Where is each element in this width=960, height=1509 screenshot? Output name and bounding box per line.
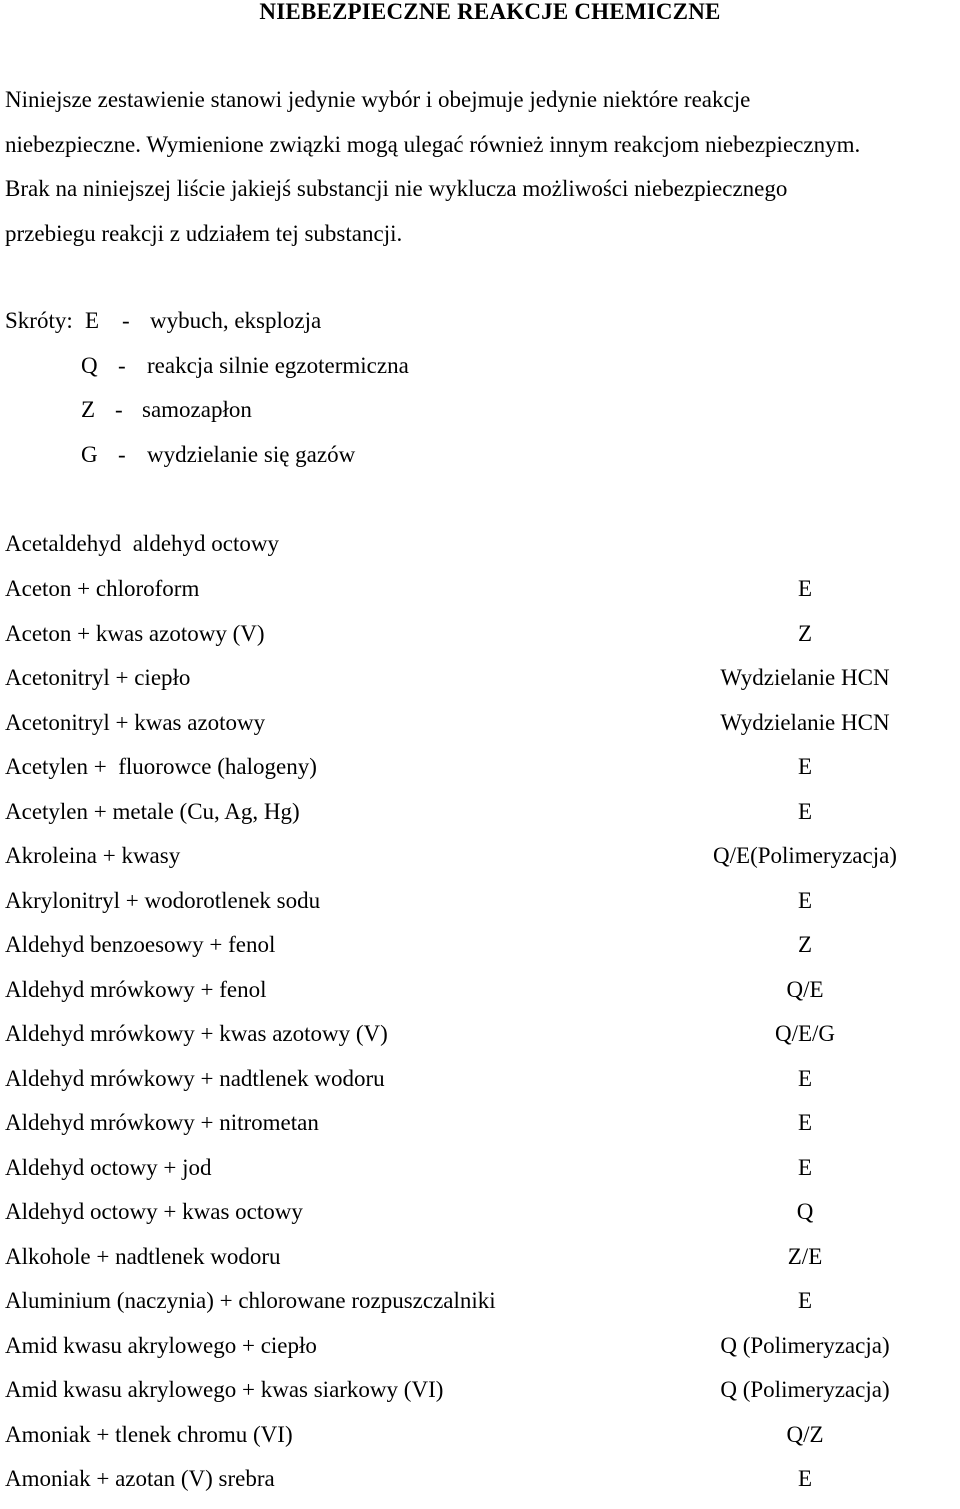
abbreviation-dash: - bbox=[115, 397, 123, 422]
reaction-name: Akrylonitryl + wodorotlenek sodu bbox=[5, 887, 321, 913]
abbreviation-letter: Z bbox=[81, 397, 96, 422]
reaction-effect: Z bbox=[797, 932, 813, 957]
reaction-name: Acetonitryl + ciepło bbox=[5, 665, 191, 690]
abbreviation-description: samozapłon bbox=[142, 397, 252, 422]
abbreviation-letter: Q bbox=[81, 352, 98, 378]
reaction-effect: Q bbox=[796, 1199, 814, 1224]
document-title: NIEBEZPIECZNE REAKCJE CHEMICZNE bbox=[259, 0, 721, 24]
reaction-effect: Q/E bbox=[786, 976, 824, 1002]
list-item bbox=[5, 886, 960, 931]
list-item bbox=[5, 1064, 960, 1109]
list-item bbox=[5, 752, 960, 797]
reaction-name: Amid kwasu akrylowego + kwas siarkowy (VI) bbox=[5, 1377, 444, 1402]
reaction-effect: E bbox=[797, 576, 813, 601]
list-item bbox=[5, 1153, 960, 1198]
reaction-effect: E bbox=[797, 1288, 813, 1313]
intro-paragraph bbox=[5, 78, 955, 256]
abbreviation-description: wydzielanie się gazów bbox=[147, 441, 356, 467]
first-entry: Acetaldehyd aldehyd octowy bbox=[5, 531, 279, 556]
reaction-effect: Wydzielanie HCN bbox=[720, 665, 890, 690]
list-item bbox=[5, 797, 960, 842]
reaction-effect: Q (Polimeryzacja) bbox=[720, 1332, 890, 1358]
abbreviation-dash: - bbox=[118, 441, 126, 467]
reaction-name: Acetonitryl + kwas azotowy bbox=[5, 709, 266, 735]
reaction-name: Aldehyd mrówkowy + nadtlenek wodoru bbox=[5, 1065, 385, 1091]
reaction-name: Amid kwasu akrylowego + ciepło bbox=[5, 1332, 317, 1358]
abbreviation-description: wybuch, eksplozja bbox=[150, 308, 322, 333]
intro-line: niebezpieczne. Wymienione związki mogą ulegać również innym reakcjom niebezpiecznym. bbox=[5, 131, 861, 157]
list-item bbox=[5, 1108, 960, 1153]
reaction-effect: Z/E bbox=[787, 1243, 823, 1269]
intro-line: Niniejsze zestawienie stanowi jedynie wybór i obejmuje jedynie niektóre reakcje bbox=[5, 87, 751, 112]
list-item bbox=[5, 1197, 960, 1242]
abbreviation-letter: E bbox=[85, 308, 100, 333]
reaction-name: Amoniak + azotan (V) srebra bbox=[5, 1466, 275, 1491]
reaction-name: Aluminium (naczynia) + chlorowane rozpuszczalniki bbox=[5, 1288, 496, 1313]
reaction-name: Aldehyd benzoesowy + fenol bbox=[5, 932, 276, 957]
abbreviations-heading: Skróty: bbox=[5, 308, 73, 333]
list-item bbox=[5, 1375, 960, 1420]
reaction-name: Aldehyd mrówkowy + kwas azotowy (V) bbox=[5, 1021, 388, 1046]
reaction-effect: E bbox=[797, 1110, 813, 1135]
list-item bbox=[5, 930, 960, 975]
reaction-effect: E bbox=[797, 1466, 813, 1491]
intro-line: przebiegu reakcji z udziałem tej substancji. bbox=[5, 220, 403, 246]
reaction-effect: Q/Z bbox=[786, 1421, 824, 1447]
reaction-effect: E bbox=[797, 887, 813, 913]
list-item bbox=[5, 663, 960, 708]
list-item bbox=[5, 574, 960, 619]
list-item bbox=[5, 1420, 960, 1465]
list-item bbox=[5, 841, 960, 886]
reaction-effect: Z bbox=[797, 620, 813, 646]
reaction-effect: Q/E/G bbox=[774, 1021, 836, 1046]
reaction-effect: Q (Polimeryzacja) bbox=[720, 1377, 890, 1402]
list-item bbox=[5, 1331, 960, 1376]
abbreviation-dash: - bbox=[118, 352, 126, 378]
reaction-name: Alkohole + nadtlenek wodoru bbox=[5, 1243, 281, 1269]
reaction-effect: Q/E(Polimeryzacja) bbox=[713, 843, 897, 868]
list-item bbox=[5, 1286, 960, 1331]
reaction-effect: E bbox=[797, 1154, 813, 1180]
intro-line: Brak na niniejszej liście jakiejś substancji nie wyklucza możliwości niebezpiecznego bbox=[5, 176, 788, 201]
reaction-name: Aldehyd octowy + jod bbox=[5, 1154, 212, 1180]
reaction-effect: E bbox=[797, 798, 813, 824]
reaction-effect: Wydzielanie HCN bbox=[720, 709, 890, 735]
reaction-name: Acetylen + fluorowce (halogeny) bbox=[5, 754, 317, 779]
abbreviation-dash: - bbox=[122, 308, 130, 333]
abbreviation-description: reakcja silnie egzotermiczna bbox=[147, 352, 409, 378]
list-item bbox=[5, 1464, 960, 1509]
reaction-name: Aceton + chloroform bbox=[5, 576, 200, 601]
reaction-name: Amoniak + tlenek chromu (VI) bbox=[5, 1421, 293, 1447]
list-item bbox=[5, 1019, 960, 1064]
reaction-name: Aldehyd octowy + kwas octowy bbox=[5, 1199, 303, 1224]
reaction-name: Aldehyd mrówkowy + nitrometan bbox=[5, 1110, 319, 1135]
reaction-effect: E bbox=[797, 754, 813, 779]
reaction-name: Akroleina + kwasy bbox=[5, 843, 181, 868]
reaction-name: Aldehyd mrówkowy + fenol bbox=[5, 976, 267, 1002]
list-item bbox=[5, 1242, 960, 1287]
reaction-name: Acetylen + metale (Cu, Ag, Hg) bbox=[5, 798, 300, 824]
list-item bbox=[5, 619, 960, 664]
reactions-list bbox=[5, 574, 960, 1509]
reaction-effect: E bbox=[797, 1065, 813, 1091]
list-item bbox=[5, 975, 960, 1020]
abbreviation-letter: G bbox=[81, 441, 98, 467]
list-item bbox=[5, 708, 960, 753]
reaction-name: Aceton + kwas azotowy (V) bbox=[5, 620, 265, 646]
